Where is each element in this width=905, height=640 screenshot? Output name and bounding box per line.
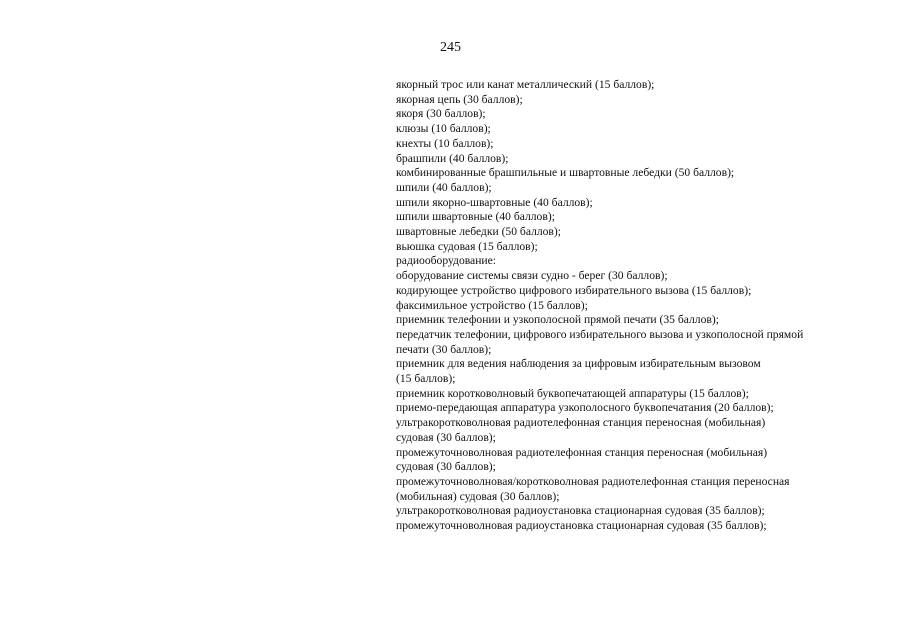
list-line: промежуточноволновая радиотелефонная станция переносная (мобильная): [396, 445, 768, 459]
list-line: ультракоротковолновая радиотелефонная станция переносная (мобильная): [396, 416, 766, 430]
list-line: (15 баллов);: [396, 372, 456, 386]
list-line: якорная цепь (30 баллов);: [396, 92, 523, 106]
list-line: приемник коротковолновый буквопечатающей аппаратуры (15 баллов);: [396, 386, 749, 400]
list-line: (мобильная) судовая (30 баллов);: [396, 489, 560, 503]
list-line: якоря (30 баллов);: [396, 107, 486, 121]
list-line: факсимильное устройство (15 баллов);: [396, 298, 588, 312]
list-line: шпили (40 баллов);: [396, 180, 492, 194]
list-line: шпили якорно-швартовные (40 баллов);: [396, 195, 593, 209]
list-line: брашпили (40 баллов);: [396, 151, 509, 165]
list-line: швартовные лебедки (50 баллов);: [396, 225, 561, 239]
list-line: радиооборудование:: [396, 254, 496, 268]
list-line: печати (30 баллов);: [396, 342, 492, 356]
list-line: оборудование системы связи судно - берег (30 баллов);: [396, 269, 668, 283]
list-line: якорный трос или канат металлический (15 баллов);: [396, 78, 655, 91]
list-line: шпили швартовные (40 баллов);: [396, 210, 555, 224]
list-line: судовая (30 баллов);: [396, 460, 496, 474]
list-line: кнехты (10 баллов);: [396, 136, 494, 150]
list-line: ультракоротковолновая радиоустановка стационарная судовая (35 баллов);: [396, 504, 765, 518]
list-line: приемо-передающая аппаратура узкополосного буквопечатания (20 баллов);: [396, 401, 774, 415]
list-line: приемник для ведения наблюдения за цифровым избирательным вызовом: [396, 357, 761, 371]
list-line: комбинированные брашпильные и швартовные лебедки (50 баллов);: [396, 166, 735, 180]
list-line: передатчик телефонии, цифрового избирательного вызова и узкополосной прямой: [396, 327, 804, 341]
list-line: судовая (30 баллов);: [396, 430, 496, 444]
list-line: промежуточноволновая радиоустановка стационарная судовая (35 баллов);: [396, 519, 767, 533]
list-line: клюзы (10 баллов);: [396, 122, 491, 136]
list-line: промежуточноволновая/коротковолновая радиотелефонная станция переносная: [396, 474, 790, 488]
list-line: вьюшка судовая (15 баллов);: [396, 239, 538, 253]
equipment-list: [396, 78, 866, 534]
list-line: кодирующее устройство цифрового избирательного вызова (15 баллов);: [396, 283, 752, 297]
page-number: 245: [440, 40, 461, 55]
list-line: приемник телефонии и узкополосной прямой печати (35 баллов);: [396, 313, 719, 327]
